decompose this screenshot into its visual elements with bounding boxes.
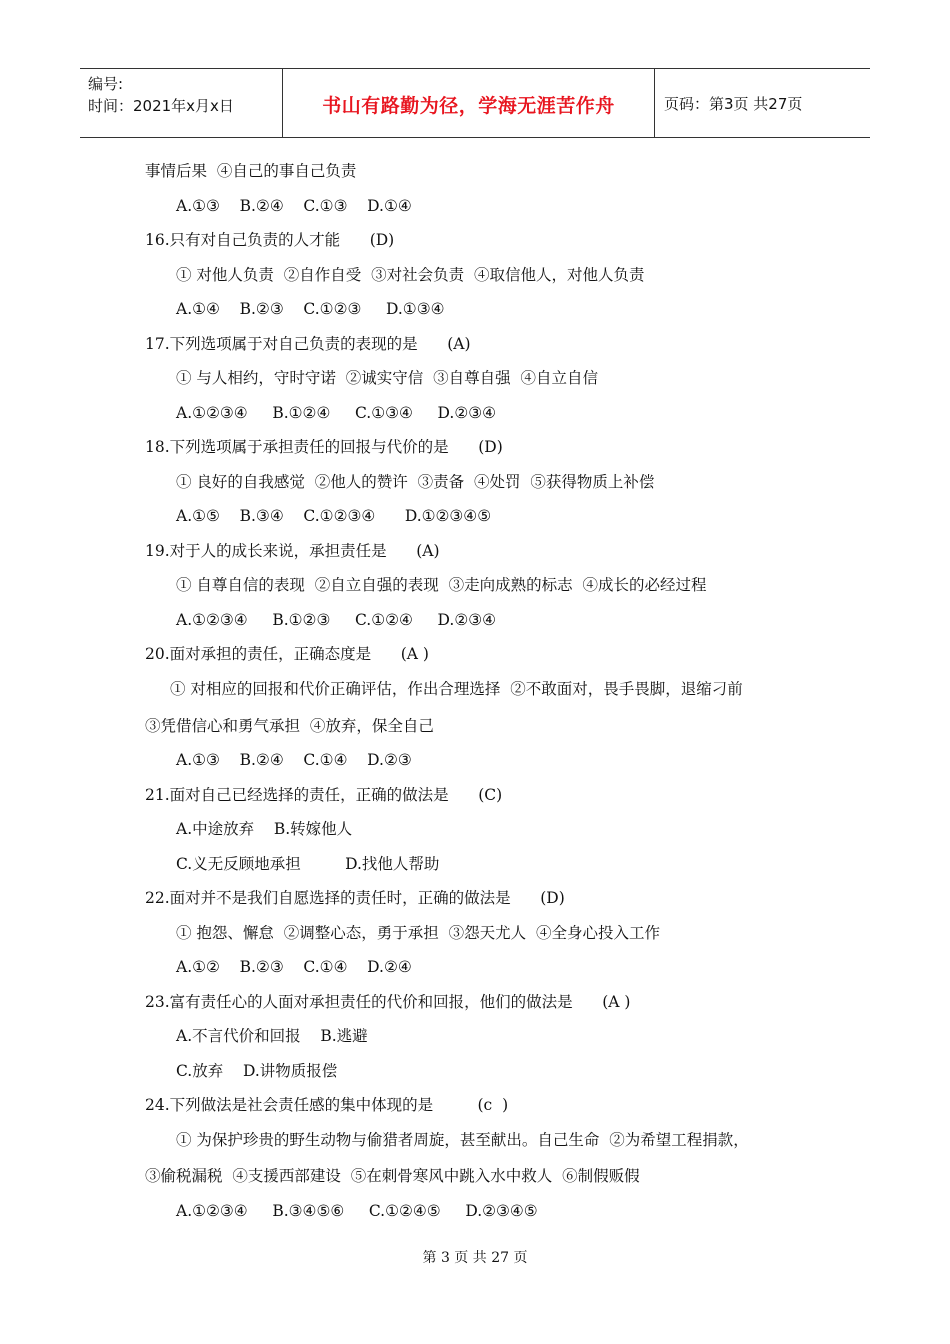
- text-line: ① 为保护珍贵的野生动物与偷猎者周旋，甚至献出。自己生命 ②为希望工程捐款，: [176, 1131, 749, 1149]
- text-line: A.①③ B.②④ C.①④ D.②③: [176, 751, 412, 769]
- text-line: ① 与人相约，守时守诺 ②诚实守信 ③自尊自强 ④自立自信: [176, 369, 598, 387]
- text-line: ① 抱怨、懈怠 ②调整心态，勇于承担 ③怨天尤人 ④全身心投入工作: [176, 924, 660, 942]
- question-23: 23.富有责任心的人面对承担责任的代价和回报，他们的做法是 (A ): [145, 993, 631, 1011]
- number-label: 编号:: [88, 75, 124, 93]
- question-16: 16.只有对自己负责的人才能 (D): [145, 231, 395, 249]
- text-line: A.①④ B.②③ C.①②③ D.①③④: [176, 300, 445, 318]
- question-21: 21.面对自己已经选择的责任，正确的做法是 (C): [145, 786, 503, 804]
- text-line: A.①②③④ B.③④⑤⑥ C.①②④⑤ D.②③④⑤: [176, 1202, 538, 1220]
- text-line: A.①②③④ B.①②③ C.①②④ D.②③④: [176, 611, 497, 629]
- text-line: 事情后果 ④自己的事自己负责: [145, 162, 357, 180]
- text-line: A.①② B.②③ C.①④ D.②④: [176, 958, 412, 976]
- header-left: [88, 73, 234, 117]
- header-divider: [654, 69, 655, 137]
- text-line: ③凭借信心和勇气承担 ④放弃，保全自己: [145, 717, 434, 735]
- text-line: ① 对相应的回报和代价正确评估，作出合理选择 ②不敢面对，畏手畏脚，退缩刁前: [170, 680, 743, 698]
- question-19: 19.对于人的成长来说，承担责任是 (A): [145, 542, 440, 560]
- text-line: A.①③ B.②④ C.①③ D.①④: [176, 197, 412, 215]
- question-20: 20.面对承担的责任，正确态度是 (A ): [145, 645, 429, 663]
- text-line: A.不言代价和回报 B.逃避: [176, 1027, 368, 1045]
- header-motto: 书山有路勤为径，学海无涯苦作舟: [322, 95, 615, 117]
- question-22: 22.面对并不是我们自愿选择的责任时，正确的做法是 (D): [145, 889, 565, 907]
- question-24: 24.下列做法是社会责任感的集中体现的是 (c ): [145, 1096, 509, 1114]
- text-line: ① 对他人负责 ②自作自受 ③对社会负责 ④取信他人，对他人负责: [176, 266, 645, 284]
- question-18: 18.下列选项属于承担责任的回报与代价的是 (D): [145, 438, 503, 456]
- text-line: A.①②③④ B.①②④ C.①③④ D.②③④: [176, 404, 497, 422]
- page-header: [80, 68, 870, 138]
- text-line: A.中途放弃 B.转嫁他人: [176, 820, 353, 838]
- text-line: ① 良好的自我感觉 ②他人的赞许 ③责备 ④处罚 ⑤获得物质上补偿: [176, 473, 655, 491]
- text-line: ① 自尊自信的表现 ②自立自强的表现 ③走向成熟的标志 ④成长的必经过程: [176, 576, 707, 594]
- time-label: 时间：2021年x月x日: [88, 97, 234, 115]
- text-line: ③偷税漏税 ④支援西部建设 ⑤在刺骨寒风中跳入水中救人 ⑥制假贩假: [145, 1167, 640, 1185]
- question-17: 17.下列选项属于对自己负责的表现的是 (A): [145, 335, 471, 353]
- text-line: C.义无反顾地承担 D.找他人帮助: [176, 855, 440, 873]
- text-line: A.①⑤ B.③④ C.①②③④ D.①②③④⑤: [176, 507, 492, 525]
- page-footer: 第 3 页 共 27 页: [422, 1250, 528, 1266]
- text-line: C.放弃 D.讲物质报偿: [176, 1062, 338, 1080]
- header-page-info: 页码：第3页 共27页: [664, 95, 803, 113]
